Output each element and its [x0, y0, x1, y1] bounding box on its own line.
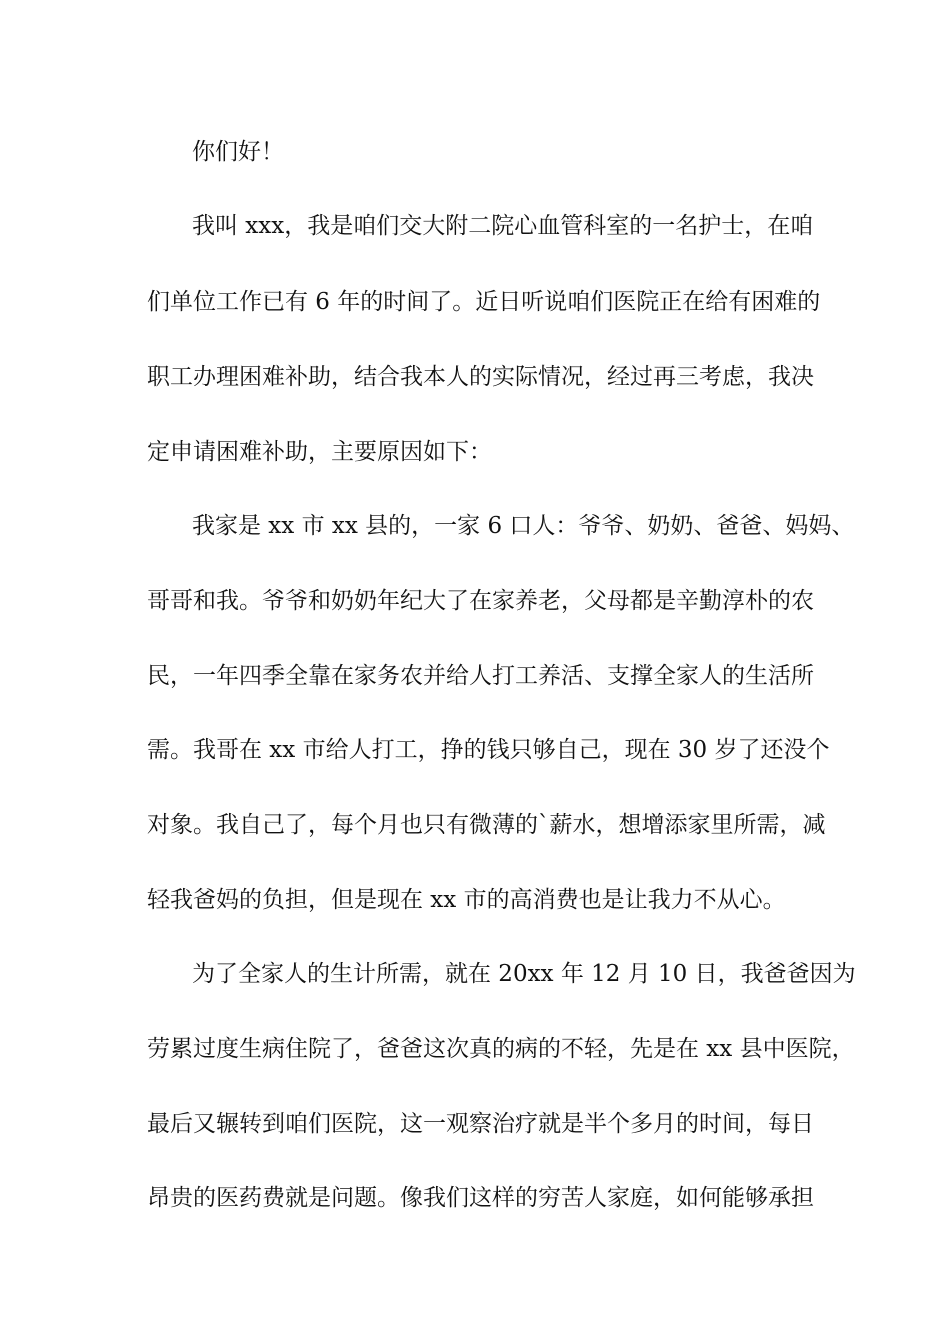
paragraph-1-line-1: 我叫 xxx，我是咱们交大附二院心血管科室的一名护士，在咱: [192, 213, 814, 239]
paragraph-3-line-1: 为了全家人的生计所需，就在 20xx 年 12 月 10 日，我爸爸因为: [192, 961, 856, 987]
paragraph-2-line-3: 民，一年四季全靠在家务农并给人打工养活、支撑全家人的生活所: [147, 663, 814, 689]
paragraph-3-line-2: 劳累过度生病住院了，爸爸这次真的病的不轻，先是在 xx 县中医院，: [147, 1036, 855, 1062]
paragraph-3-line-4: 昂贵的医药费就是问题。像我们这样的穷苦人家庭，如何能够承担: [147, 1185, 814, 1211]
paragraph-2-line-4: 需。我哥在 xx 市给人打工，挣的钱只够自己，现在 30 岁了还没个: [147, 737, 830, 763]
paragraph-2-line-6: 轻我爸妈的负担，但是现在 xx 市的高消费也是让我力不从心。: [147, 887, 786, 913]
paragraph-1-line-4: 定申请困难补助，主要原因如下：: [147, 439, 492, 465]
greeting-line: 你们好！: [192, 139, 284, 165]
paragraph-2-line-2: 哥哥和我。爷爷和奶奶年纪大了在家养老，父母都是辛勤淳朴的农: [147, 588, 814, 614]
paragraph-1-line-2: 们单位工作已有 6 年的时间了。近日听说咱们医院正在给有困难的: [147, 289, 821, 315]
paragraph-3-line-3: 最后又辗转到咱们医院，这一观察治疗就是半个多月的时间，每日: [147, 1111, 814, 1137]
paragraph-1-line-3: 职工办理困难补助，结合我本人的实际情况，经过再三考虑，我决: [147, 364, 814, 390]
paragraph-2-line-5: 对象。我自己了，每个月也只有微薄的`薪水，想增添家里所需，减: [147, 812, 826, 838]
paragraph-2-line-1: 我家是 xx 市 xx 县的，一家 6 口人：爷爷、奶奶、爸爸、妈妈、: [192, 513, 855, 539]
